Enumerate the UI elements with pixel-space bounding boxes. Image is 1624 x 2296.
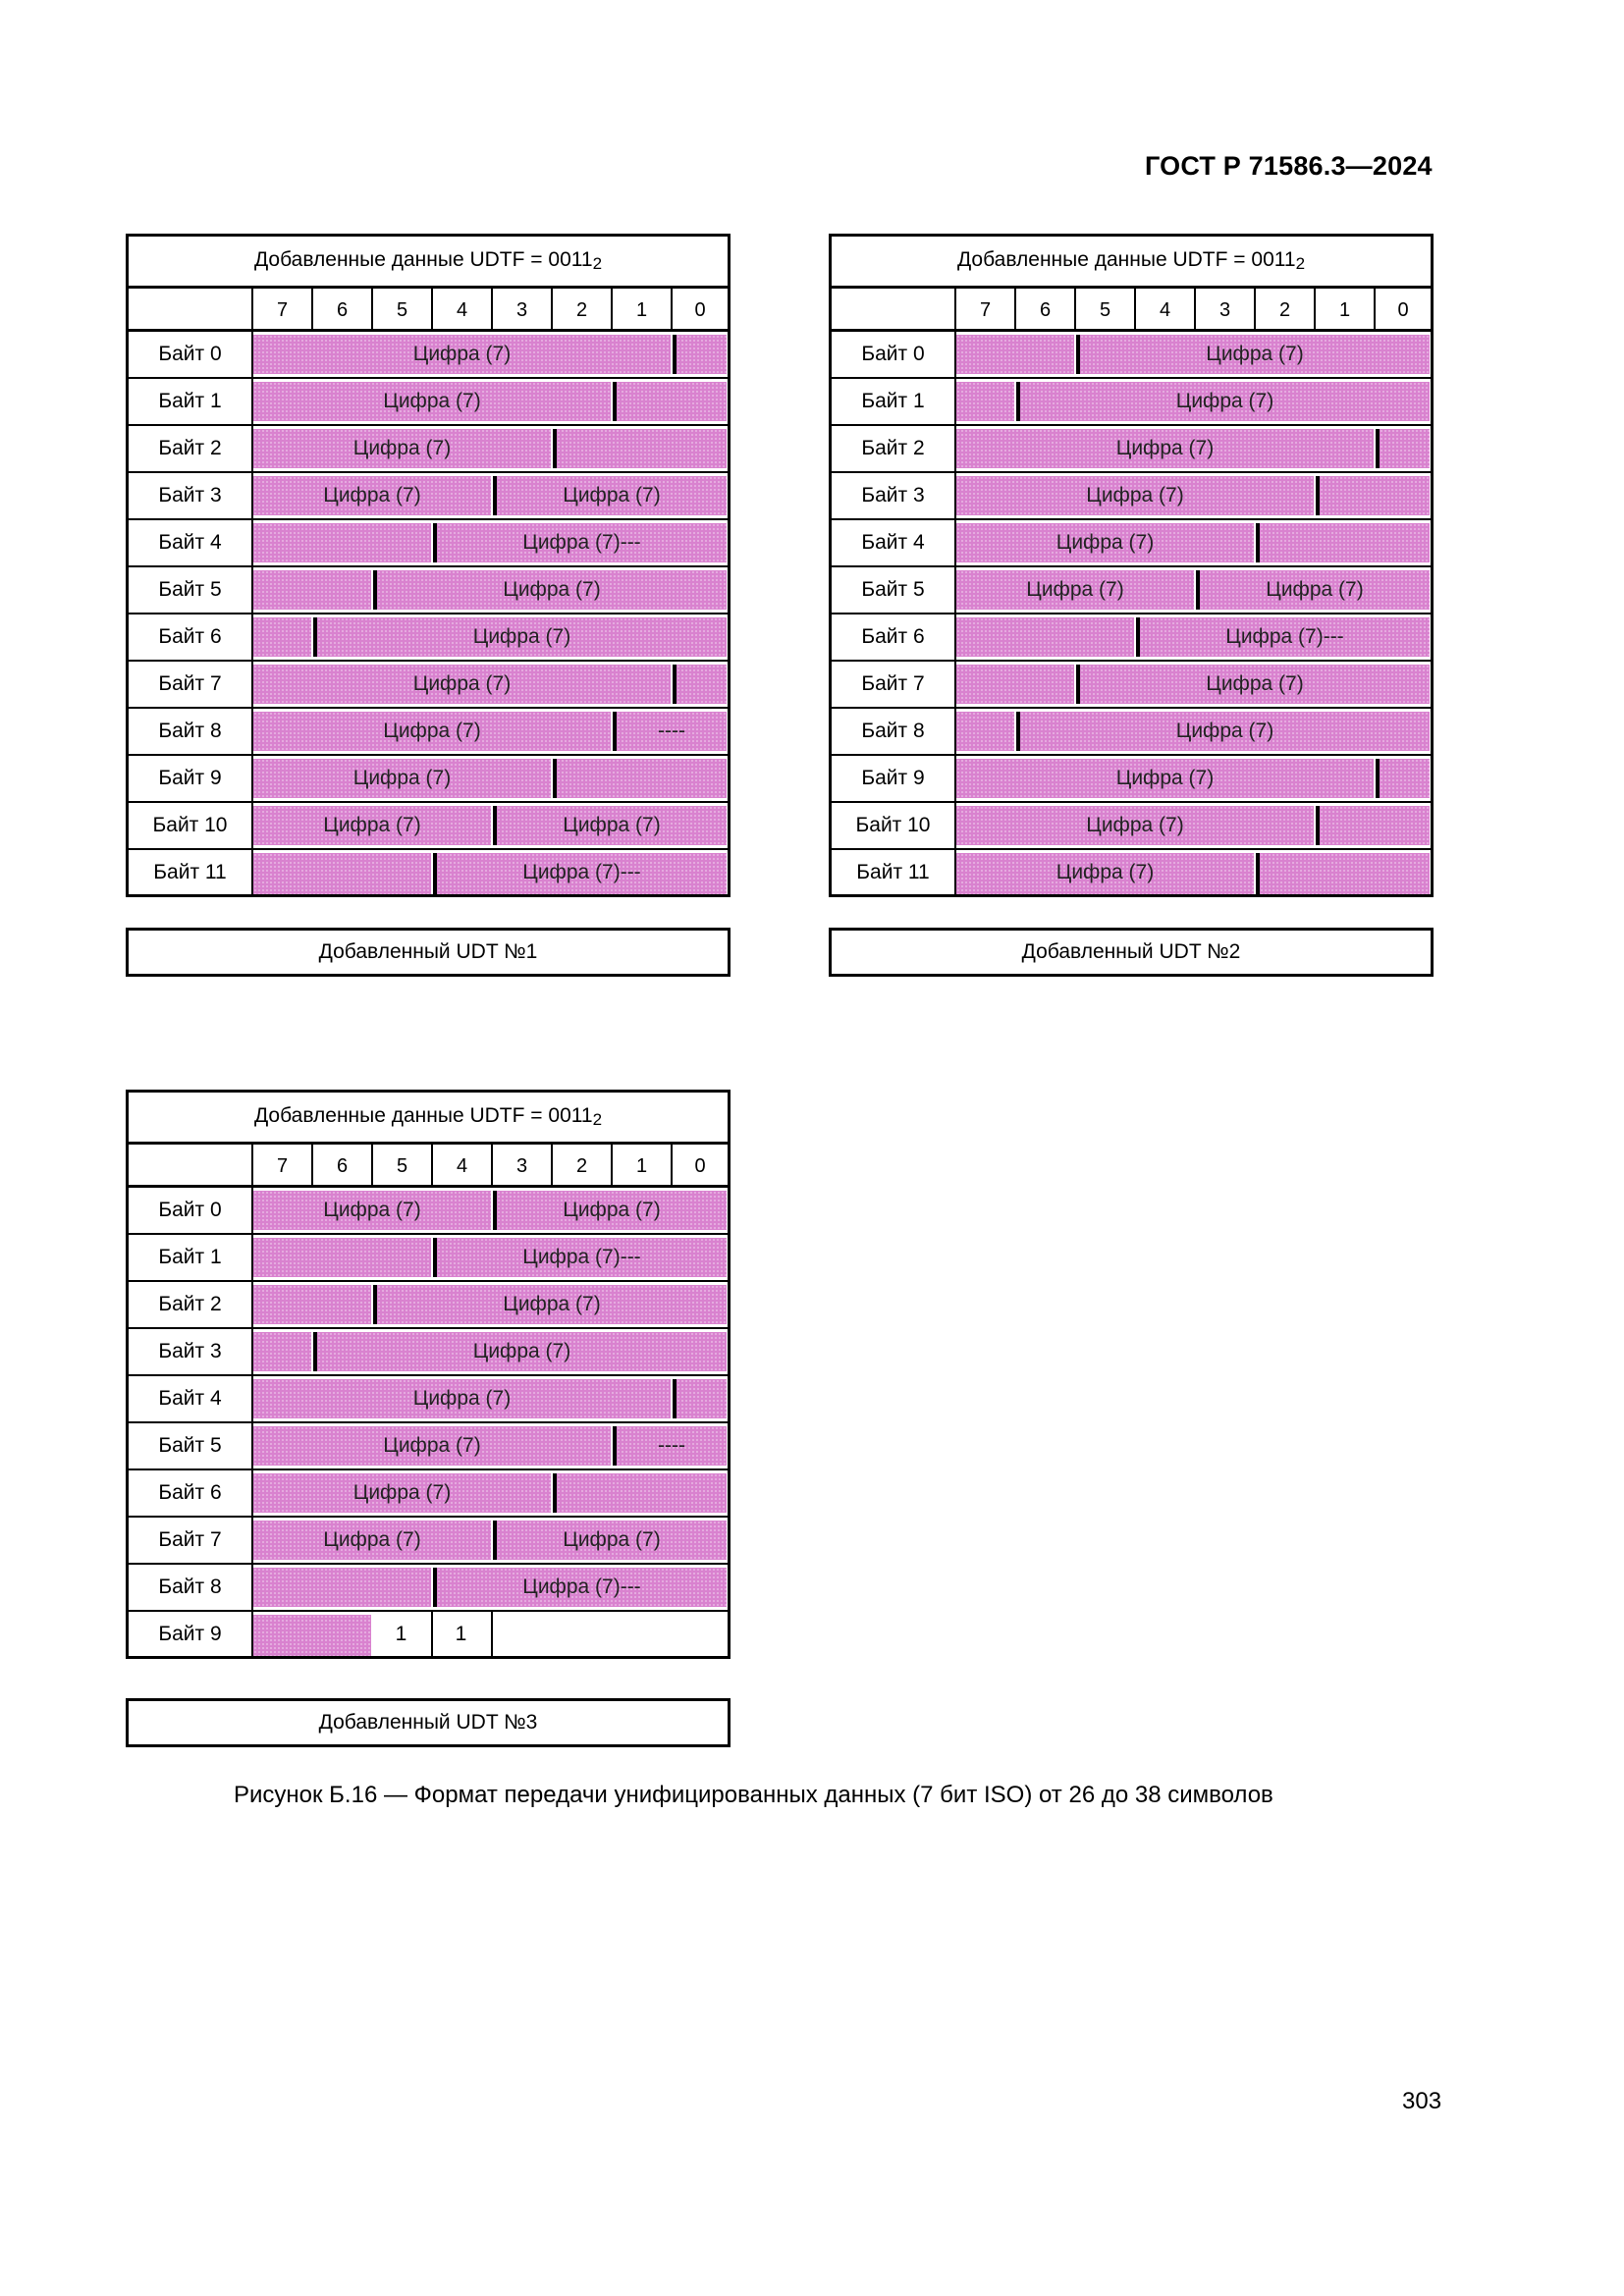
- byte-label: Байт 10: [855, 814, 931, 836]
- digit-segment: [1376, 429, 1430, 468]
- byte-row: [129, 1376, 728, 1423]
- segment-text: [1260, 523, 1430, 562]
- bit-header-cell: 0: [671, 286, 728, 329]
- segment-text: [617, 382, 727, 421]
- udt-table-2: [829, 234, 1434, 897]
- byte-row: [129, 709, 728, 756]
- segment-text: Цифра (7)---: [522, 531, 641, 554]
- table-title-text: Добавленные данные UDTF = 0011: [253, 1104, 593, 1127]
- byte-label: Байт 7: [158, 672, 222, 695]
- segment-text: Цифра (7): [1206, 343, 1304, 365]
- segment-text: Цифра (7): [352, 437, 452, 459]
- segment-text: Цифра (7): [412, 1387, 512, 1410]
- bit-header-cell: 7: [251, 286, 311, 329]
- digit-segment: [493, 1191, 727, 1230]
- segment-text: Цифра (7)---: [522, 861, 641, 883]
- segment-text: Цифра (7): [1175, 390, 1274, 412]
- digit-segment: [493, 476, 727, 515]
- byte-row: [832, 473, 1431, 520]
- byte-label: Байт 5: [158, 578, 222, 601]
- byte-label: Байт 5: [158, 1434, 222, 1457]
- digit-segment: [253, 429, 551, 468]
- segment-text: [557, 759, 727, 798]
- segment-text: Цифра (7): [1115, 437, 1215, 459]
- digit-segment: [553, 759, 727, 798]
- segment-text: Цифра (7): [323, 1528, 421, 1551]
- digit-segment: [253, 617, 311, 657]
- bit-header-cell: 1: [611, 286, 671, 329]
- segment-text: Цифра (7): [1175, 720, 1274, 742]
- segment-text: Цифра (7): [1056, 861, 1155, 883]
- bit-header-cell: 3: [1194, 286, 1254, 329]
- segment-text: Цифра (7): [563, 484, 661, 507]
- segment-text: Цифра (7): [383, 1434, 481, 1457]
- segment-text: Цифра (7): [503, 578, 601, 601]
- digit-segment: [253, 1238, 431, 1277]
- byte-label: Байт 8: [158, 1575, 222, 1598]
- segment-text: Цифра (7)---: [522, 1575, 641, 1598]
- byte-row: [832, 709, 1431, 756]
- bit-header-cell: 3: [491, 286, 551, 329]
- bit-header-cell: 1: [611, 1142, 671, 1185]
- digit-segment: [956, 429, 1374, 468]
- byte-row: [129, 1188, 728, 1235]
- table-title: [129, 237, 728, 289]
- digit-segment: [253, 1379, 671, 1418]
- bit-header-row: [832, 286, 1431, 332]
- segment-text: [253, 1332, 311, 1371]
- byte-row: [129, 520, 728, 567]
- segment-text: Цифра (7): [1086, 484, 1184, 507]
- segment-text: Цифра (7): [412, 672, 512, 695]
- segment-text: [956, 712, 1014, 751]
- byte-label: Байт 11: [153, 861, 227, 883]
- digit-segment: [673, 1379, 727, 1418]
- bit-divider: [491, 1612, 493, 1659]
- byte-row: [129, 1470, 728, 1518]
- digit-segment: [613, 712, 727, 751]
- segment-text: [557, 1473, 727, 1513]
- udt-label-2: Добавленный UDT №2: [829, 928, 1434, 977]
- byte-label: Байт 1: [158, 390, 222, 412]
- standard-designation: ГОСТ Р 71586.3—2024: [1145, 151, 1433, 181]
- udt-table-3: [126, 1090, 731, 1659]
- bit-header-cell: 1: [1314, 286, 1374, 329]
- digit-segment: [253, 1332, 311, 1371]
- segment-text: Цифра (7): [383, 720, 481, 742]
- segment-text: [253, 1615, 371, 1656]
- digit-segment: [956, 617, 1134, 657]
- byte-row: [832, 567, 1431, 614]
- segment-text: [253, 523, 431, 562]
- digit-segment: [253, 1473, 551, 1513]
- digit-segment: [373, 570, 727, 610]
- byte-row: [129, 756, 728, 803]
- byte-label: Байт 9: [861, 767, 925, 789]
- byte-label: Байт 1: [158, 1246, 222, 1268]
- byte-row: [832, 426, 1431, 473]
- segment-text: [1320, 476, 1430, 515]
- bit-header-cell: 0: [1374, 286, 1431, 329]
- bit-header-cell: 6: [311, 1142, 371, 1185]
- segment-text: Цифра (7)---: [1225, 625, 1344, 648]
- bit-value: 1: [455, 1623, 467, 1645]
- byte-label: Байт 3: [158, 1340, 222, 1362]
- digit-segment: [493, 806, 727, 845]
- table-title-subscript: 2: [1295, 254, 1306, 273]
- digit-segment: [1256, 853, 1430, 894]
- segment-text: [1260, 853, 1430, 894]
- byte-row: [129, 1423, 728, 1470]
- byte-row: [129, 379, 728, 426]
- digit-segment: [313, 1332, 727, 1371]
- digit-segment: [1136, 617, 1430, 657]
- byte-row: [129, 1565, 728, 1612]
- digit-segment: [433, 523, 727, 562]
- digit-segment: [1316, 476, 1430, 515]
- digit-segment: [553, 1473, 727, 1513]
- byte-label: Байт 8: [158, 720, 222, 742]
- digit-segment: [433, 1238, 727, 1277]
- digit-segment: [253, 1285, 371, 1324]
- byte-label: Байт 0: [158, 1199, 222, 1221]
- bit-header-cell: 6: [311, 286, 371, 329]
- segment-text: Цифра (7): [503, 1293, 601, 1315]
- digit-segment: [253, 1191, 491, 1230]
- byte-label: Байт 3: [861, 484, 925, 507]
- digit-segment: [253, 1615, 371, 1656]
- digit-segment: [253, 570, 371, 610]
- udt-label-1: Добавленный UDT №1: [126, 928, 731, 977]
- byte-label: Байт 0: [158, 343, 222, 365]
- byte-row: [129, 1235, 728, 1282]
- digit-segment: [613, 1426, 727, 1466]
- digit-segment: [1256, 523, 1430, 562]
- byte-label: Байт 0: [861, 343, 925, 365]
- table-title: [832, 237, 1431, 289]
- bit-value: 1: [395, 1623, 407, 1645]
- byte-row: [129, 614, 728, 662]
- digit-segment: [253, 853, 431, 894]
- digit-segment: [553, 429, 727, 468]
- digit-segment: [253, 523, 431, 562]
- digit-segment: [613, 382, 727, 421]
- byte-row: [129, 662, 728, 709]
- byte-label: Байт 6: [158, 1481, 222, 1504]
- bit-header-cell: 2: [1254, 286, 1314, 329]
- byte-label: Байт 2: [158, 1293, 222, 1315]
- segment-text: Цифра (7): [1026, 578, 1124, 601]
- byte-row: [129, 1612, 728, 1659]
- table-title: [129, 1093, 728, 1145]
- digit-segment: [956, 853, 1254, 894]
- figure-caption: Рисунок Б.16 — Формат передачи унифицированных данных (7 бит ISO) от 26 до 38 символов: [234, 1782, 1273, 1808]
- byte-label: Байт 11: [856, 861, 930, 883]
- bit-header-cell: 2: [551, 286, 611, 329]
- table-title-text: Добавленные данные UDTF = 0011: [253, 248, 593, 271]
- digit-segment: [373, 1285, 727, 1324]
- byte-row: [129, 803, 728, 850]
- digit-segment: [1076, 665, 1430, 704]
- digit-segment: [1376, 759, 1430, 798]
- byte-row: [832, 850, 1431, 897]
- segment-text: Цифра (7): [323, 484, 421, 507]
- byte-row: [832, 332, 1431, 379]
- digit-segment: [956, 335, 1074, 374]
- byte-label: Байт 5: [861, 578, 925, 601]
- digit-segment: [673, 665, 727, 704]
- segment-text: [253, 1568, 431, 1607]
- segment-text: Цифра (7): [352, 1481, 452, 1504]
- digit-segment: [1076, 335, 1430, 374]
- segment-text: ----: [658, 1434, 685, 1457]
- table-title-subscript: 2: [592, 254, 603, 273]
- bit-header-cell: 0: [671, 1142, 728, 1185]
- segment-text: Цифра (7): [472, 1340, 571, 1362]
- digit-segment: [673, 335, 727, 374]
- segment-text: ----: [658, 720, 685, 742]
- udt-label-3: Добавленный UDT №3: [126, 1698, 731, 1747]
- digit-segment: [956, 382, 1014, 421]
- bit-header-cell: 6: [1014, 286, 1074, 329]
- digit-segment: [253, 382, 611, 421]
- bit-header-cell: 5: [1074, 286, 1134, 329]
- segment-text: [557, 429, 727, 468]
- bit-header-cell: 7: [954, 286, 1014, 329]
- bit-header-cell: 3: [491, 1142, 551, 1185]
- byte-label: Байт 3: [158, 484, 222, 507]
- byte-row: [129, 473, 728, 520]
- segment-text: Цифра (7): [563, 1199, 661, 1221]
- byte-row: [832, 379, 1431, 426]
- bit-header-row: [129, 286, 728, 332]
- digit-segment: [253, 1568, 431, 1607]
- byte-label: Байт 6: [861, 625, 925, 648]
- byte-row: [129, 1329, 728, 1376]
- udt-table-1: [126, 234, 731, 897]
- digit-segment: [433, 853, 727, 894]
- segment-text: [1380, 429, 1430, 468]
- digit-segment: [433, 1568, 727, 1607]
- byte-label: Байт 8: [861, 720, 925, 742]
- byte-label: Байт 9: [158, 1623, 222, 1645]
- digit-segment: [253, 476, 491, 515]
- digit-segment: [956, 806, 1314, 845]
- byte-label: Байт 10: [152, 814, 228, 836]
- segment-text: [253, 1285, 371, 1324]
- bit-header-cell: 7: [251, 1142, 311, 1185]
- bit-header-row: [129, 1142, 728, 1188]
- bit-header-cell: 5: [371, 286, 431, 329]
- byte-row: [129, 1518, 728, 1565]
- byte-label: Байт 7: [158, 1528, 222, 1551]
- segment-text: Цифра (7): [1056, 531, 1155, 554]
- byte-row: [832, 614, 1431, 662]
- digit-segment: [253, 335, 671, 374]
- segment-text: [956, 382, 1014, 421]
- segment-text: [1380, 759, 1430, 798]
- segment-text: [253, 853, 431, 894]
- byte-label: Байт 7: [861, 672, 925, 695]
- byte-label: Байт 6: [158, 625, 222, 648]
- segment-text: [956, 665, 1074, 704]
- byte-label: Байт 2: [861, 437, 925, 459]
- segment-text: [956, 335, 1074, 374]
- bit-header-cell: 4: [431, 286, 491, 329]
- table-title-subscript: 2: [592, 1110, 603, 1129]
- digit-segment: [253, 759, 551, 798]
- byte-row: [832, 756, 1431, 803]
- byte-row: [129, 850, 728, 897]
- digit-segment: [1196, 570, 1430, 610]
- digit-segment: [1316, 806, 1430, 845]
- segment-text: [677, 335, 727, 374]
- page-number: 303: [1402, 2088, 1442, 2114]
- digit-segment: [956, 570, 1194, 610]
- table-title-text: Добавленные данные UDTF = 0011: [956, 248, 1296, 271]
- digit-segment: [1016, 382, 1430, 421]
- byte-label: Байт 4: [158, 1387, 222, 1410]
- byte-label: Байт 4: [158, 531, 222, 554]
- segment-text: Цифра (7): [1266, 578, 1364, 601]
- digit-segment: [313, 617, 727, 657]
- segment-text: Цифра (7): [1115, 767, 1215, 789]
- byte-label: Байт 4: [861, 531, 925, 554]
- digit-segment: [956, 712, 1014, 751]
- digit-segment: [956, 665, 1074, 704]
- byte-row: [832, 520, 1431, 567]
- bit-header-cell: 4: [1134, 286, 1194, 329]
- bit-header-cell: 4: [431, 1142, 491, 1185]
- bit-header-cell: 2: [551, 1142, 611, 1185]
- segment-text: [1320, 806, 1430, 845]
- segment-text: [677, 1379, 727, 1418]
- digit-segment: [253, 1521, 491, 1560]
- segment-text: [956, 617, 1134, 657]
- digit-segment: [253, 1426, 611, 1466]
- segment-text: Цифра (7): [472, 625, 571, 648]
- segment-text: [253, 570, 371, 610]
- segment-text: Цифра (7): [1086, 814, 1184, 836]
- segment-text: Цифра (7): [323, 1199, 421, 1221]
- byte-row: [129, 567, 728, 614]
- digit-segment: [493, 1521, 727, 1560]
- byte-label: Байт 2: [158, 437, 222, 459]
- bit-header-cell: 5: [371, 1142, 431, 1185]
- byte-row: [129, 426, 728, 473]
- digit-segment: [956, 523, 1254, 562]
- segment-text: Цифра (7): [383, 390, 481, 412]
- segment-text: [253, 617, 311, 657]
- digit-segment: [253, 665, 671, 704]
- segment-text: Цифра (7): [412, 343, 512, 365]
- byte-row: [129, 332, 728, 379]
- byte-row: [832, 662, 1431, 709]
- segment-text: [253, 1238, 431, 1277]
- byte-label: Байт 1: [861, 390, 925, 412]
- segment-text: Цифра (7): [1206, 672, 1304, 695]
- digit-segment: [253, 806, 491, 845]
- digit-segment: [956, 476, 1314, 515]
- segment-text: Цифра (7): [323, 814, 421, 836]
- digit-segment: [1016, 712, 1430, 751]
- digit-segment: [253, 712, 611, 751]
- byte-label: Байт 9: [158, 767, 222, 789]
- byte-row: [129, 1282, 728, 1329]
- segment-text: Цифра (7): [352, 767, 452, 789]
- segment-text: Цифра (7): [563, 1528, 661, 1551]
- segment-text: [677, 665, 727, 704]
- byte-row: [832, 803, 1431, 850]
- segment-text: Цифра (7): [563, 814, 661, 836]
- segment-text: Цифра (7)---: [522, 1246, 641, 1268]
- digit-segment: [956, 759, 1374, 798]
